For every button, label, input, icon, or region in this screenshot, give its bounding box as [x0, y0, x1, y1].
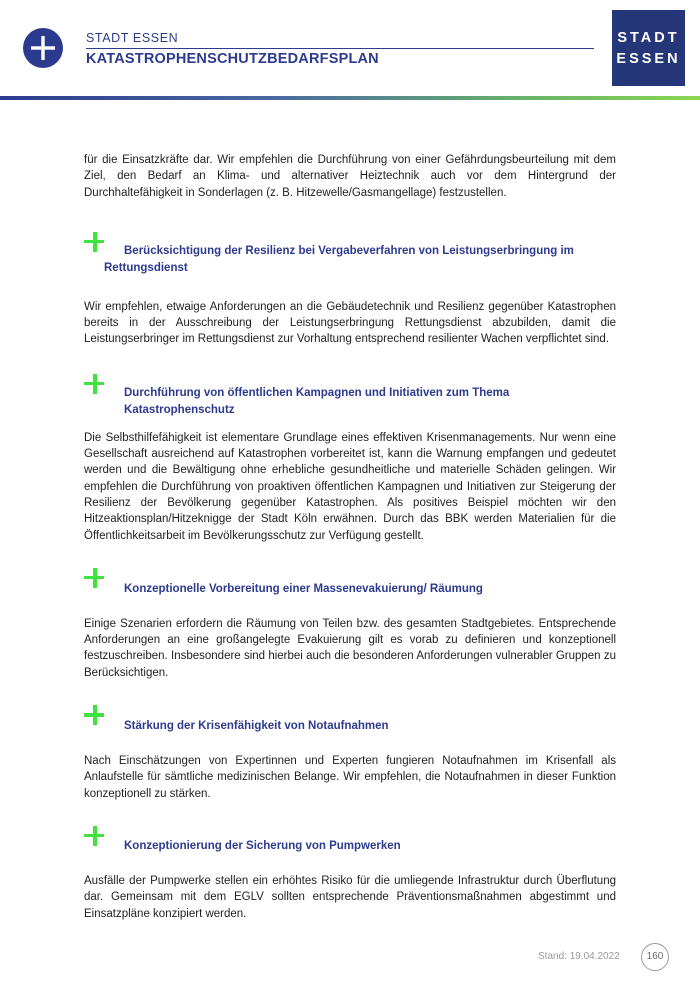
section-2 — [84, 374, 616, 544]
green-plus-icon — [84, 374, 104, 394]
brand-line-1: STADT — [617, 30, 680, 46]
section-heading: Stärkung der Krisenfähigkeit von Notaufnahmen — [124, 720, 389, 733]
section-5 — [84, 826, 616, 922]
stadt-essen-logo — [612, 10, 685, 86]
plus-logo-icon — [23, 28, 63, 68]
page-header — [0, 0, 700, 100]
section-heading: Berücksichtigung der Resilienz bei Vergabeverfahren von Leistungserbringung im Rettungsdienst — [104, 244, 574, 274]
intro-paragraph: für die Einsatzkräfte dar. Wir empfehlen die Durchführung von einer Gefährdungsbeurteilung mit dem Ziel, den Bedarf an Klima- und alternativer Heiztechnik auch vor dem Hintergrund der Durchhaltefähigkeit in Sonderlagen (z. B. Hitzewelle/Gasmangellage) festzustellen. — [84, 154, 616, 199]
green-plus-icon — [84, 826, 104, 846]
section-heading: Konzeptionierung der Sicherung von Pumpwerken — [124, 839, 401, 852]
header-gradient-stripe — [0, 96, 700, 100]
green-plus-icon — [84, 568, 104, 588]
section-3 — [84, 568, 616, 681]
section-text: Wir empfehlen, etwaige Anforderungen an die Gebäudetechnik und Resilienz gegenüber Katastrophen bereits in der Ausschreibung der Leistungserbringung Rettungsdienst abzubilden, damit die Leistungserbringer im Rettungsdienst zur Vorhaltung entsprechend resilienter Wachen verpflichtet sind. — [84, 300, 616, 346]
section-1 — [84, 232, 616, 348]
header-title: KATASTROPHENSCHUTZBEDARFSPLAN — [86, 51, 379, 67]
section-text: Ausfälle der Pumpwerke stellen ein erhöhtes Risiko für die umliegende Infrastruktur durch Überflutung dar. Gemeinsam mit dem EGLV sollten entsprechende Präventionsmaßnahmen abgestimmt und Einsatzpläne konzipiert werden. — [84, 874, 616, 920]
header-city: STADT ESSEN — [86, 31, 179, 45]
section-heading: Durchführung von öffentlichen Kampagnen und Initiativen zum Thema Katastrophenschutz — [124, 386, 510, 416]
section-text: Nach Einschätzungen von Expertinnen und Experten fungieren Notaufnahmen im Krisenfall als Anlaufstelle für sämtliche medizinischen Belange. Wir empfehlen, die Notaufnahmen in dieser Funktion konzeptionell zu stärken. — [84, 755, 616, 800]
page-number: 160 — [641, 943, 669, 971]
section-text: Die Selbsthilfefähigkeit ist elementare Grundlage eines effektiven Krisenmanagements. Nur wenn eine Gesellschaft ausreichend auf Katastrophen vorbereitet ist, kann die Warnung empfangen und gedeutet werden und die Bewältigung ohne erhebliche gesundheitliche und materielle Schäden gelingen. Wir empfehlen die Durchführung von proaktiven öffentlichen Kampagnen und Initiativen zur Steigerung der Resilienz der Bevölkerung gegenüber Katastrophen. Als positives Beispiel möchten wir den Hitzeaktionsplan/Hitzeknigge der Stadt Köln erwähnen. Durch das BBK werden Materialien für die Öffentlichkeitsarbeit im Bevölkerungsschutz zur Verfügung gestellt. — [84, 431, 616, 542]
brand-line-2: ESSEN — [616, 51, 681, 67]
section-text: Einige Szenarien erfordern die Räumung von Teilen bzw. des gesamten Stadtgebietes. Entsprechende Anforderungen an eine großangelegte Evakuierung gilt es vorab zu definieren und konzeptionell festzuschreiben. Insbesondere sind hierbei auch die besonderen Anforderungen vulnerabler Gruppen zu Berücksichtigen. — [84, 617, 616, 679]
green-plus-icon — [84, 232, 104, 252]
section-4 — [84, 705, 616, 802]
green-plus-icon — [84, 705, 104, 725]
footer-date: Stand: 19.04.2022 — [538, 951, 620, 962]
main-content — [84, 152, 616, 922]
section-heading: Konzeptionelle Vorbereitung einer Massenevakuierung/ Räumung — [124, 582, 483, 595]
header-divider — [86, 48, 594, 49]
